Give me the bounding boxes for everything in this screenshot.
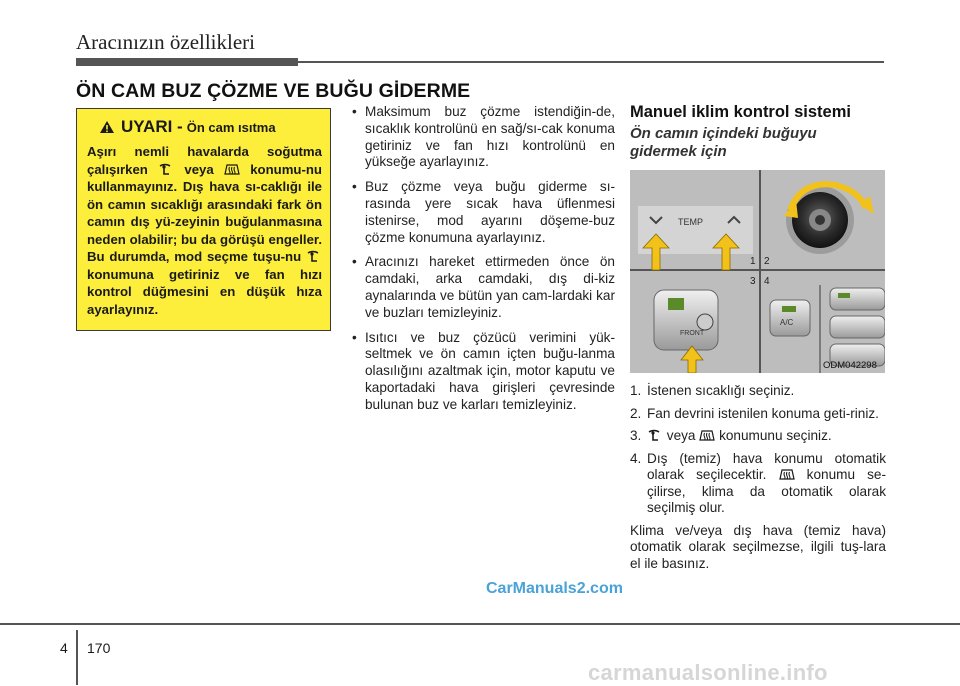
step-item [630, 383, 886, 400]
front-label: FRONT [680, 330, 705, 337]
floor-defrost-icon [306, 250, 322, 263]
temp-label: TEMP [678, 217, 704, 227]
step-number: 1. [630, 383, 642, 398]
bullet-item: • Maksimum buz çözme istendiğin-de, sıcaklık kontrolünü en sağ/sı-cak konuma getiriniz ve fan hızı kontrolünü en yükseğe ayarlayınız. [350, 104, 615, 171]
warning-text-1: Aşırı nemli havalarda soğutma çalışırken [87, 144, 322, 177]
figure-code: ODM042298 [823, 360, 877, 371]
step-number: 4. [630, 450, 642, 466]
bullet-item: • Aracınızı hareket ettirmeden önce ön camdaki, arka camdaki, dış di-kiz aynalarında ve bütün yan cam-lardaki kar ve buzları temizleyiniz. [350, 254, 615, 321]
control-panel-photo [630, 170, 885, 373]
site-watermark: carmanualsonline.info [588, 660, 828, 685]
figure-number-2: 2 [764, 256, 770, 267]
warning-title: UYARI - [121, 117, 183, 136]
control-panel-illustration [630, 170, 885, 373]
watermark-link[interactable]: CarManuals2.com [486, 580, 623, 597]
ac-label: A/C [780, 318, 794, 327]
manual-subtitle: Ön camın içindeki buğuyu gidermek için [630, 125, 817, 160]
steps-list [630, 383, 886, 572]
bullet-item: • Isıtıcı ve buz çözücü verimini yük-seltmek ve ön camın içten buğu-lanma olasılığını azaltmak için, motor kaputu ve kaportadaki hava girişleri çevresinde bulunan buz ve karları temizleyiniz. [350, 330, 615, 414]
defrost-icon [699, 429, 715, 442]
floor-defrost-icon [647, 429, 663, 442]
warning-text-veya: veya [184, 161, 214, 177]
step-number: 2. [630, 405, 642, 421]
closing-text: Klima ve/veya dış hava (temiz hava) otomatik olarak seçilmezse, ilgili tuş-lara el ile basınız. [630, 522, 886, 571]
floor-defrost-icon [158, 163, 174, 176]
step-item [630, 406, 886, 423]
step-number: 3. [630, 428, 642, 443]
page-number: 170 [87, 640, 111, 656]
step-item [630, 451, 886, 517]
footer-divider [76, 630, 78, 685]
footer-rule [0, 623, 960, 625]
warning-text-2: konumu-nu kullanmayınız. Dış hava sı-caklığı ile ön camın sıcaklığı arasındaki fark ön camın dış yü-zeyinin buğulanmasına neden olabilir; bu da görüşü engeller. Bu durumda, mod seçme tuşu-nu [87, 161, 322, 264]
warning-triangle-icon [99, 120, 115, 134]
step-text: Fan devrini istenilen konuma geti-riniz. [647, 405, 879, 421]
page-section: 4 [60, 640, 68, 656]
step-text-veya: veya [666, 428, 696, 443]
header-title: Aracınızın özellikleri [76, 30, 256, 54]
bullet-item: • Buz çözme veya buğu giderme sı-rasında yere sıcak hava üflenmesi istenirse, mod ayarını döşeme-buz çözme konumuna ayarlayınız. [350, 179, 615, 246]
step-text: konumunu seçiniz. [719, 428, 832, 443]
step-text: İstenen sıcaklığı seçiniz. [647, 383, 795, 398]
step-text: Dış (temiz) hava konumu otomatik olarak seçilecektir. [647, 450, 886, 482]
warning-subtitle: Ön cam ısıtma [186, 119, 276, 135]
defrost-icon [779, 468, 795, 481]
figure-number-4: 4 [764, 276, 770, 287]
warning-heading [99, 117, 322, 137]
step-text-b: konumu se-çilirse, klima da otomatik olarak seçilmiş olur. [647, 467, 887, 515]
warning-text-3: konumuna getiriniz ve fan hızı kontrol düğmesini en düşük hıza ayarlayınız. [87, 266, 322, 317]
figure-number-3: 3 [750, 276, 756, 287]
warning-box [76, 108, 331, 331]
manual-title: Manuel iklim kontrol sistemi [630, 103, 851, 121]
step-item [630, 428, 886, 445]
section-title: ÖN CAM BUZ ÇÖZME VE BUĞU GİDERME [76, 80, 471, 102]
figure-number-1: 1 [750, 256, 756, 267]
defrost-icon [224, 163, 240, 176]
warning-text [87, 143, 322, 318]
header-bar [76, 58, 298, 66]
bullet-list [350, 104, 615, 422]
header-rule [298, 61, 884, 63]
